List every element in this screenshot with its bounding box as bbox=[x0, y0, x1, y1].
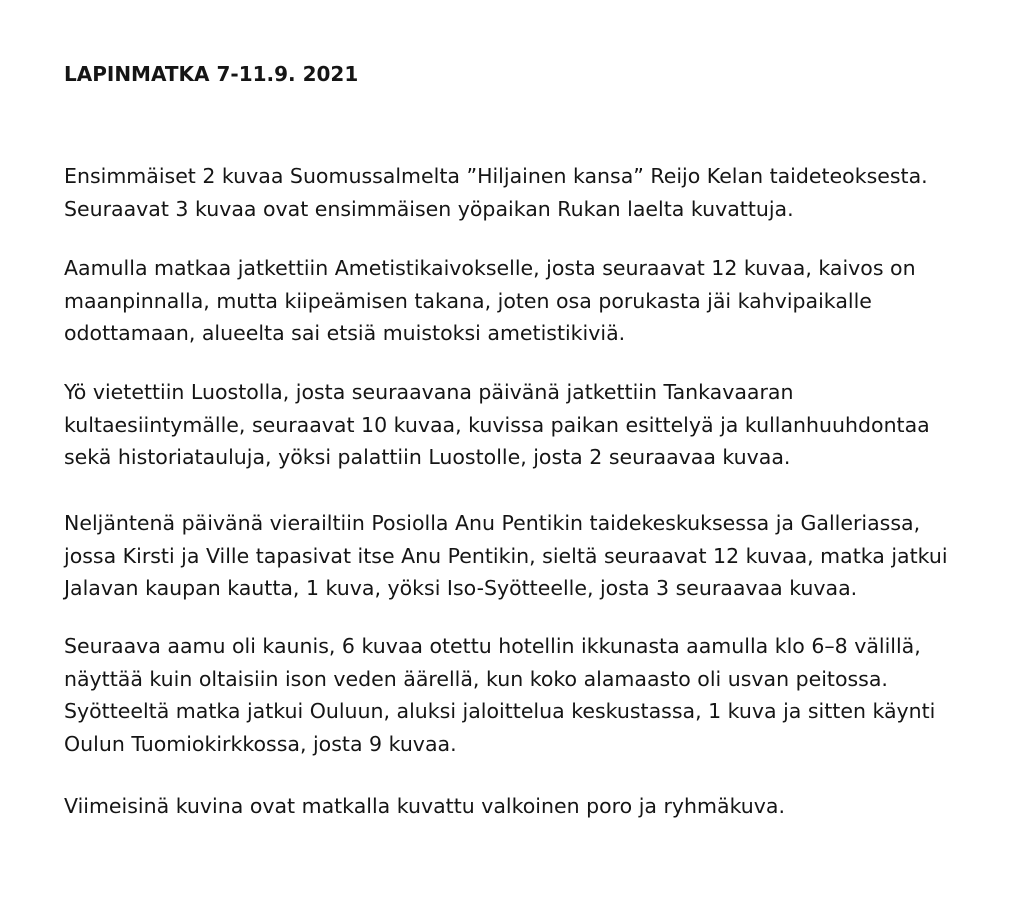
paragraph-line: jossa Kirsti ja Ville tapasivat itse Anu Pentikin, sieltä seuraavat 12 kuvaa, matka jatkui bbox=[64, 543, 948, 568]
paragraph-line: maanpinnalla, mutta kiipeämisen takana, joten osa porukasta jäi kahvipaikalle bbox=[64, 288, 872, 313]
paragraph-line: kultaesiintymälle, seuraavat 10 kuvaa, kuvissa paikan esittelyä ja kullanhuuhdontaa bbox=[64, 412, 930, 437]
paragraph-line: Ensimmäiset 2 kuvaa Suomussalmelta ”Hiljainen kansa” Reijo Kelan taideteoksesta. bbox=[64, 164, 928, 188]
paragraph-posio-pentik bbox=[64, 507, 948, 605]
paragraph-syote-oulu bbox=[64, 630, 935, 760]
paragraph-line: Jalavan kaupan kautta, 1 kuva, yöksi Iso-Syötteelle, josta 3 seuraavaa kuvaa. bbox=[64, 576, 858, 600]
paragraph-line: Oulun Tuomiokirkkossa, josta 9 kuvaa. bbox=[64, 731, 457, 756]
paragraph-line: Yö vietettiin Luostolla, josta seuraavana päivänä jatkettiin Tankavaaran bbox=[64, 380, 794, 404]
paragraph-line: näyttää kuin oltaisiin ison veden äärellä, kun koko alamaasto oli usvan peitossa. bbox=[64, 666, 888, 691]
paragraph-luosto-tankavaara bbox=[64, 376, 930, 474]
paragraph-intro bbox=[64, 160, 928, 225]
document-title: LAPINMATKA 7-11.9. 2021 bbox=[64, 62, 359, 86]
paragraph-line: Seuraavat 3 kuvaa ovat ensimmäisen yöpaikan Rukan laelta kuvattuja. bbox=[64, 196, 794, 221]
paragraph-line: Aamulla matkaa jatkettiin Ametistikaivokselle, josta seuraavat 12 kuvaa, kaivos on bbox=[64, 256, 916, 280]
paragraph-amethyst-mine bbox=[64, 252, 916, 350]
paragraph-closing bbox=[64, 790, 785, 823]
paragraph-line: odottamaan, alueelta sai etsiä muistoksi ametistikiviä. bbox=[64, 321, 626, 345]
paragraph-line: Viimeisinä kuvina ovat matkalla kuvattu valkoinen poro ja ryhmäkuva. bbox=[64, 794, 786, 818]
paragraph-line: Seuraava aamu oli kaunis, 6 kuvaa otettu hotellin ikkunasta aamulla klo 6–8 välillä, bbox=[64, 634, 921, 658]
paragraph-line: Neljäntenä päivänä vierailtiin Posiolla Anu Pentikin taidekeskuksessa ja Galleriassa, bbox=[64, 511, 921, 535]
paragraph-line: Syötteeltä matka jatkui Ouluun, aluksi jaloittelua keskustassa, 1 kuva ja sitten käynti bbox=[64, 699, 936, 723]
paragraph-line: sekä historiatauluja, yöksi palattiin Luostolle, josta 2 seuraavaa kuvaa. bbox=[64, 445, 791, 469]
